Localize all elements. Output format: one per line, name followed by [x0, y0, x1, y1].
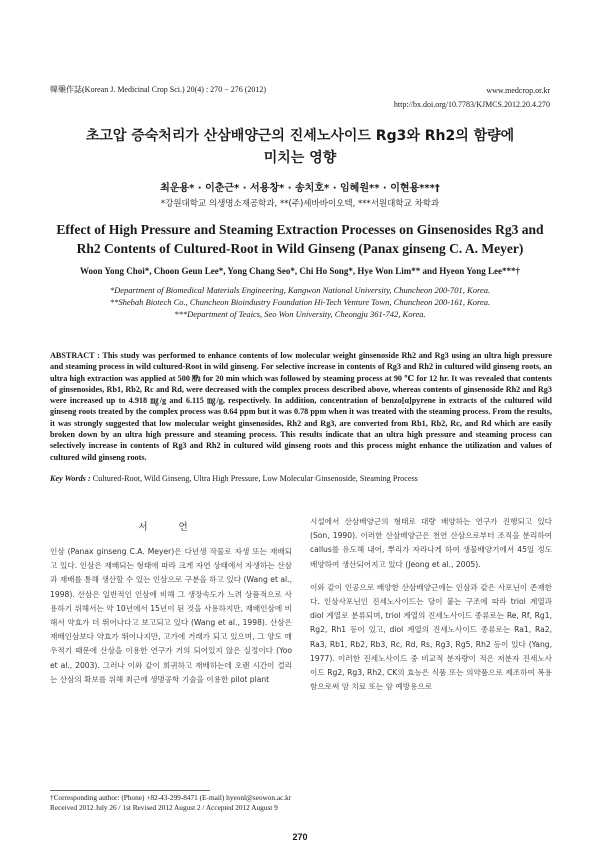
keywords-list: Cultured-Root, Wild Ginseng, Ultra High Pressure, Low Molecular Ginsenoside, Steaming Process — [92, 474, 418, 483]
abstract: ABSTRACT : This study was performed to enhance contents of low molecular weight ginsenoside Rh2 and Rg3 using an ultra high pressure and steaming process in wild cultured-Root in wild ginseng. For selective increase in contents of Rg3 and Rh2 in cultured wild ginseng roots, an ultra high extraction was applied at 500 ㎫ for 20 min which was followed by steaming process at 90 ℃ for 12 hr. It was revealed that contents of ginsenosides, Rb1, Rb2, Rc and Rd, were decreased with the complex process described above, whereas contents of ginsenoside Rh2 and Rg3 were increased up to 4.918 ㎎/g and 6.115 ㎎/g, respectively. In addition, concentration of benzo[α]pyrene in extracts of the cultured wild ginseng roots treated by the complex process was 0.64 ppm but it was 0.78 ppm when it was treated with the steaming process. From the results, it was strongly suggested that low molecular weight ginsenosides, Rh2 and Rg3, are converted from Rb1, Rb2, Rc, and Rd which are easily broken down by an ultra high pressure and steaming process. This results indicate that an ultra high pressure and steaming process can selectively increase in contents of Rg3 and Rh2 in cultured wild ginseng roots and this process might enhance the utilization and values of cultured wild ginseng roots. — [50, 351, 552, 462]
english-affiliations — [40, 284, 560, 320]
affiliation-1: *Department of Biomedical Materials Engineering, Kangwon National University, Chuncheon 200-701, Korea. — [109, 285, 491, 295]
body-right-column — [310, 515, 552, 694]
footnote — [50, 793, 291, 813]
journal-links — [394, 84, 550, 112]
korean-authors: 최운용* · 이춘근* · 서용창* · 송치호* · 임혜원** · 이현용***† — [160, 183, 440, 194]
affiliation-2: **Shebah Biotech Co., Chuncheon Bioindustry Foundation Hi-Tech Venture Town, Chuncheon 200-161, Korea. — [109, 297, 491, 307]
korean-affiliation: *강원대학교 의생명소재공학과, **(주)세바바이오텍, ***서원대학교 차학과 — [160, 199, 440, 209]
korean-title-line-1: 초고압 증숙처리가 산삼배양근의 진세노사이드 Rg3와 Rh2의 함량에 — [85, 128, 515, 144]
journal-citation: 韓藥作誌(Korean J. Medicinal Crop Sci.) 20(4) : 270 − 276 (2012) — [50, 85, 267, 94]
left-column-paragraph: 인삼 (Panax ginseng C.A. Meyer)은 다년생 작물로 자생 또는 재배되고 있다. 인삼은 재배되는 형태에 따라 크게 자연 상태에서 자생하는 산삼과 재배를 통해 생산할 수 있는 인삼으로 구분을 하고 있다 (Wang et al., 1998). 산삼은 일반적인 인삼에 비해 그 생장속도가 느려 상품적으로 사용하기 위해서는 약 10년에서 15년이 된 것을 사용하지만, 재배인삼에 비해서 약효가 더 뛰어나다고 보고되고 있다 (Wang et al., 1998). 산삼은 재배인삼보다 약효가 뛰어나지만, 고가에 거래가 되고 있으며, 그 양도 매우적기 때문에 산삼을 이용한 연구가 거의 되어있지 않은 실정이다 (Yoo et al., 2003). 그러나 이와 같이 희귀하고 재배하는데 오랜 시간이 걸리는 산삼의 확보를 위해 최근에 생명공학 기술을 이용한 pilot plant — [50, 547, 292, 684]
affiliation-3: ***Department of Teaics, Seo Won University, Cheongju 361-742, Korea. — [174, 309, 426, 319]
right-column-paragraph-2: 이와 같이 인공으로 배양한 산삼배양근에는 인삼과 같은 사포닌이 존재한다. 인삼사포닌인 진세노사이드는 당이 붙는 구조에 따라 triol 계열과 diol 계열로 분류되며, triol 계열의 진세노사이드 종류로는 Re, Rf, Rg1, Rg2, Rh1 등이 있고, diol 계열의 진세노사이드 종류로는 Ra1, Ra2, Ra3, Rb1, Rb2, Rb3, Rc, Rd, Rs, Rg3, Rg5, Rh2 등이 있다 (Yang, 1977). 이러한 진세노사이드 중 비교적 분자량이 적은 저분자 진세노사이드 Rg2, Rg3, Rh2, CK의 효능은 식품 또는 의약품으로 제조하여 복용함으로써 암 치료 또는 암 예방용으로 — [310, 582, 552, 692]
journal-website[interactable]: www.medcrop.or.kr — [486, 86, 550, 95]
keywords — [50, 474, 552, 483]
received-dates: Received 2012 July 26 / 1st Revised 2012 August 2 / Accepted 2012 August 9 — [50, 803, 278, 812]
footnote-divider — [50, 790, 210, 791]
korean-title-line-2: 미치는 영향 — [263, 150, 337, 166]
english-authors: Woon Yong Choi*, Choon Geun Lee*, Yong Chang Seo*, Chi Ho Song*, Hye Won Lim** and Hyeon Yong Lee***† — [80, 266, 520, 276]
page-number: 270 — [292, 832, 308, 842]
korean-title — [40, 125, 560, 169]
doi-link[interactable]: http://bx.doi.org/10.7783/KJMCS.2012.20.4.270 — [393, 100, 550, 109]
english-title-line-2: Rh2 Contents of Cultured-Root in Wild Ginseng (Panax ginseng C. A. Meyer) — [76, 241, 524, 256]
section-heading-introduction: 서 언 — [138, 522, 202, 533]
english-title-line-1: Effect of High Pressure and Steaming Extraction Processes on Ginsenosides Rg3 and — [56, 222, 544, 237]
english-title — [40, 220, 560, 258]
corresponding-author: †Corresponding author: (Phone) +82-43-299-8471 (E-mail) hyeonl@seowon.ac.kr — [50, 793, 292, 802]
body-left-column — [50, 545, 292, 687]
right-column-paragraph-1: 시설에서 산삼배양근의 형태로 대량 배양하는 연구가 진행되고 있다 (Son, 1990). 이러한 산삼배양근은 천연 산삼으로부터 조직을 분리하여 callus를 유도해 내어, 뿌리가 자라나게 하여 생물배양기에서 45일 정도 배양하여 생산되어지고 있다 (Jeong et al., 2005). — [310, 517, 552, 569]
keywords-label: Key Words : — [50, 474, 91, 483]
